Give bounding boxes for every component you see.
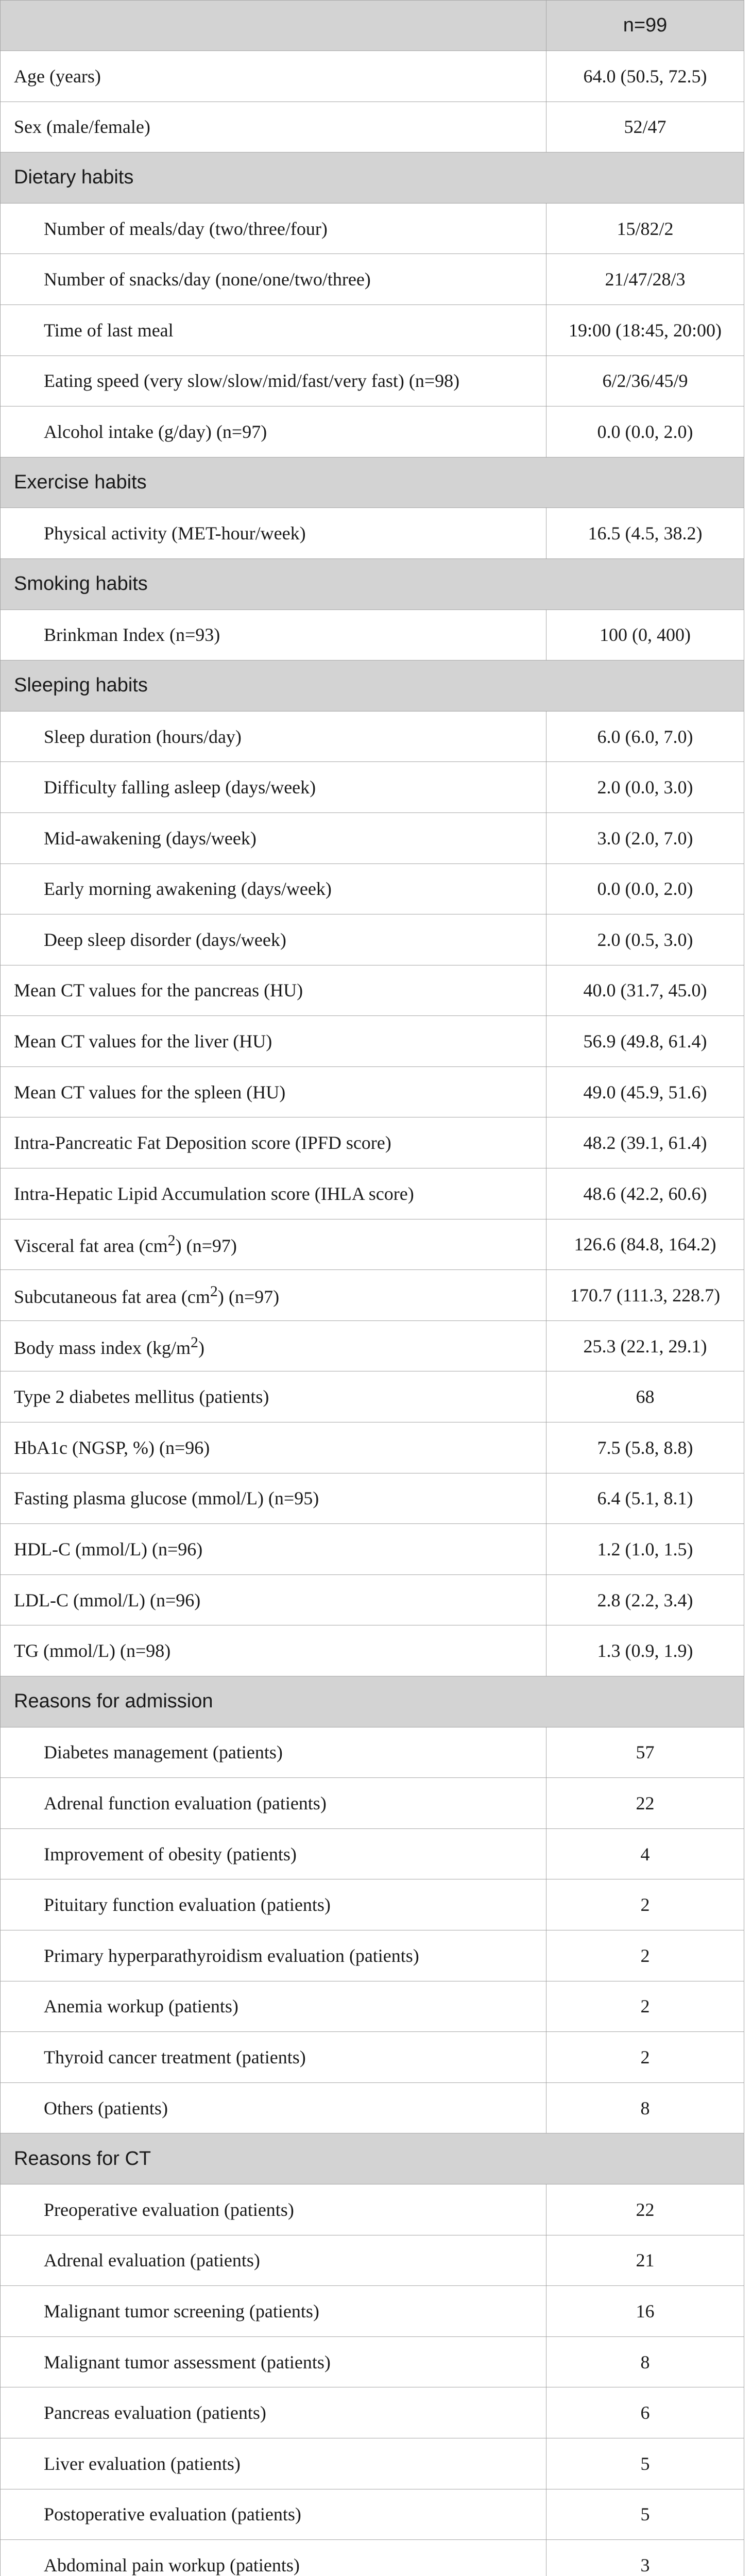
table-row xyxy=(1,355,744,406)
row-value: 5 xyxy=(546,2489,744,2540)
row-label: Alcohol intake (g/day) (n=97) xyxy=(1,406,546,457)
table-row xyxy=(1,2235,744,2286)
row-label: Diabetes management (patients) xyxy=(1,1727,546,1778)
section-header-row xyxy=(1,558,744,609)
row-value: 2.8 (2.2, 3.4) xyxy=(546,1574,744,1625)
table-row xyxy=(1,2082,744,2133)
row-value: 2 xyxy=(546,1981,744,2032)
table-row xyxy=(1,203,744,254)
section-label: Dietary habits xyxy=(1,152,744,204)
row-value: 68 xyxy=(546,1371,744,1422)
row-label-text: Visceral fat area (cm xyxy=(14,1235,168,1257)
row-label: Sleep duration (hours/day) xyxy=(1,711,546,762)
row-label-superscript: 2 xyxy=(210,1283,218,1300)
row-value: 8 xyxy=(546,2336,744,2387)
row-label: Others (patients) xyxy=(1,2082,546,2133)
table-row xyxy=(1,2387,744,2438)
row-label: Primary hyperparathyroidism evaluation (patients) xyxy=(1,1930,546,1981)
row-value: 2.0 (0.5, 3.0) xyxy=(546,914,744,965)
row-label: Mean CT values for the liver (HU) xyxy=(1,1016,546,1067)
row-label: Mid-awakening (days/week) xyxy=(1,812,546,863)
row-value: 22 xyxy=(546,2184,744,2235)
row-value: 100 (0, 400) xyxy=(546,609,744,660)
row-label: HDL-C (mmol/L) (n=96) xyxy=(1,1524,546,1575)
table-row xyxy=(1,2286,744,2337)
row-label-text: Body mass index (kg/m xyxy=(14,1337,191,1358)
row-label: Mean CT values for the spleen (HU) xyxy=(1,1066,546,1117)
row-label: Brinkman Index (n=93) xyxy=(1,609,546,660)
table-row xyxy=(1,1270,744,1321)
row-label: Sex (male/female) xyxy=(1,101,546,152)
row-value: 3 xyxy=(546,2540,744,2576)
table-row xyxy=(1,2540,744,2576)
row-label: Pituitary function evaluation (patients) xyxy=(1,1879,546,1930)
section-label: Exercise habits xyxy=(1,457,744,508)
table-row xyxy=(1,2489,744,2540)
row-label: Adrenal evaluation (patients) xyxy=(1,2235,546,2286)
row-value: 1.3 (0.9, 1.9) xyxy=(546,1625,744,1676)
row-label xyxy=(1,1270,546,1321)
table-row xyxy=(1,1524,744,1575)
row-label xyxy=(1,1219,546,1270)
table-row xyxy=(1,1879,744,1930)
table-row xyxy=(1,1828,744,1879)
section-label: Sleeping habits xyxy=(1,660,744,711)
table-row xyxy=(1,1574,744,1625)
row-label: Number of meals/day (two/three/four) xyxy=(1,203,546,254)
row-value: 170.7 (111.3, 228.7) xyxy=(546,1270,744,1321)
row-label: Abdominal pain workup (patients) xyxy=(1,2540,546,2576)
row-label: Thyroid cancer treatment (patients) xyxy=(1,2032,546,2083)
row-value: 0.0 (0.0, 2.0) xyxy=(546,863,744,914)
table-row xyxy=(1,1117,744,1168)
row-value: 49.0 (45.9, 51.6) xyxy=(546,1066,744,1117)
row-label: Type 2 diabetes mellitus (patients) xyxy=(1,1371,546,1422)
row-value: 8 xyxy=(546,2082,744,2133)
table-row xyxy=(1,711,744,762)
table-row xyxy=(1,406,744,457)
section-label: Reasons for CT xyxy=(1,2133,744,2184)
row-value: 19:00 (18:45, 20:00) xyxy=(546,304,744,355)
row-label: HbA1c (NGSP, %) (n=96) xyxy=(1,1422,546,1473)
row-value: 25.3 (22.1, 29.1) xyxy=(546,1320,744,1371)
table-row xyxy=(1,2438,744,2489)
table-row xyxy=(1,1066,744,1117)
table-row xyxy=(1,1981,744,2032)
section-header-row xyxy=(1,2133,744,2184)
row-value: 15/82/2 xyxy=(546,203,744,254)
row-label: Postoperative evaluation (patients) xyxy=(1,2489,546,2540)
row-label: Age (years) xyxy=(1,51,546,102)
section-header-row xyxy=(1,152,744,204)
table-row xyxy=(1,812,744,863)
row-value: 6.4 (5.1, 8.1) xyxy=(546,1473,744,1524)
table-row xyxy=(1,2032,744,2083)
row-value: 2 xyxy=(546,1879,744,1930)
row-label: Intra-Pancreatic Fat Deposition score (IPFD score) xyxy=(1,1117,546,1168)
table-row xyxy=(1,965,744,1016)
row-label: Pancreas evaluation (patients) xyxy=(1,2387,546,2438)
row-label-text: ) xyxy=(198,1337,204,1358)
row-value: 0.0 (0.0, 2.0) xyxy=(546,406,744,457)
table-row xyxy=(1,1016,744,1067)
row-label: Adrenal function evaluation (patients) xyxy=(1,1778,546,1829)
table-row xyxy=(1,863,744,914)
row-value: 22 xyxy=(546,1778,744,1829)
section-header-row xyxy=(1,660,744,711)
row-label: Deep sleep disorder (days/week) xyxy=(1,914,546,965)
row-value: 21/47/28/3 xyxy=(546,254,744,305)
table-row xyxy=(1,2336,744,2387)
table-row xyxy=(1,304,744,355)
table-row xyxy=(1,254,744,305)
table-row xyxy=(1,609,744,660)
row-label: Difficulty falling asleep (days/week) xyxy=(1,762,546,813)
row-label: Liver evaluation (patients) xyxy=(1,2438,546,2489)
row-value: 56.9 (49.8, 61.4) xyxy=(546,1016,744,1067)
row-label: LDL-C (mmol/L) (n=96) xyxy=(1,1574,546,1625)
row-value: 7.5 (5.8, 8.8) xyxy=(546,1422,744,1473)
table-row xyxy=(1,1168,744,1219)
row-value: 5 xyxy=(546,2438,744,2489)
table-row xyxy=(1,2184,744,2235)
table-row xyxy=(1,1371,744,1422)
table-row xyxy=(1,1219,744,1270)
row-value: 1.2 (1.0, 1.5) xyxy=(546,1524,744,1575)
table-row xyxy=(1,1625,744,1676)
row-label: TG (mmol/L) (n=98) xyxy=(1,1625,546,1676)
table-row xyxy=(1,51,744,102)
header-label-cell xyxy=(1,1,546,51)
section-header-row xyxy=(1,457,744,508)
row-label: Intra-Hepatic Lipid Accumulation score (IHLA score) xyxy=(1,1168,546,1219)
row-value: 16 xyxy=(546,2286,744,2337)
row-value: 40.0 (31.7, 45.0) xyxy=(546,965,744,1016)
row-label: Eating speed (very slow/slow/mid/fast/very fast) (n=98) xyxy=(1,355,546,406)
table-row xyxy=(1,1727,744,1778)
section-label: Reasons for admission xyxy=(1,1676,744,1727)
row-label: Improvement of obesity (patients) xyxy=(1,1828,546,1879)
row-label-superscript: 2 xyxy=(190,1333,198,1351)
table-row xyxy=(1,914,744,965)
row-label: Physical activity (MET-hour/week) xyxy=(1,508,546,559)
row-value: 57 xyxy=(546,1727,744,1778)
row-value: 6 xyxy=(546,2387,744,2438)
table-row xyxy=(1,1473,744,1524)
row-value: 21 xyxy=(546,2235,744,2286)
row-label: Preoperative evaluation (patients) xyxy=(1,2184,546,2235)
row-value: 6.0 (6.0, 7.0) xyxy=(546,711,744,762)
table-row xyxy=(1,1930,744,1981)
row-label-text: Subcutaneous fat area (cm xyxy=(14,1286,210,1308)
row-value: 6/2/36/45/9 xyxy=(546,355,744,406)
table-row xyxy=(1,1320,744,1371)
row-label-superscript: 2 xyxy=(167,1232,176,1249)
table-row xyxy=(1,1778,744,1829)
row-label: Malignant tumor assessment (patients) xyxy=(1,2336,546,2387)
row-value: 2.0 (0.0, 3.0) xyxy=(546,762,744,813)
row-label: Time of last meal xyxy=(1,304,546,355)
row-label-text: ) (n=97) xyxy=(175,1235,237,1257)
table-header-row xyxy=(1,1,744,51)
table-row xyxy=(1,101,744,152)
table-row xyxy=(1,762,744,813)
table-row xyxy=(1,1422,744,1473)
row-value: 52/47 xyxy=(546,101,744,152)
table-row xyxy=(1,508,744,559)
row-label: Anemia workup (patients) xyxy=(1,1981,546,2032)
row-label: Malignant tumor screening (patients) xyxy=(1,2286,546,2337)
row-value: 16.5 (4.5, 38.2) xyxy=(546,508,744,559)
row-value: 2 xyxy=(546,1930,744,1981)
row-value: 64.0 (50.5, 72.5) xyxy=(546,51,744,102)
row-value: 3.0 (2.0, 7.0) xyxy=(546,812,744,863)
row-label xyxy=(1,1320,546,1371)
row-label-text: ) (n=97) xyxy=(217,1286,280,1308)
row-value: 4 xyxy=(546,1828,744,1879)
row-value: 48.2 (39.1, 61.4) xyxy=(546,1117,744,1168)
row-value: 126.6 (84.8, 164.2) xyxy=(546,1219,744,1270)
row-value: 2 xyxy=(546,2032,744,2083)
section-label: Smoking habits xyxy=(1,558,744,609)
row-label: Mean CT values for the pancreas (HU) xyxy=(1,965,546,1016)
section-header-row xyxy=(1,1676,744,1727)
header-n-cell: n=99 xyxy=(546,1,744,51)
row-value: 48.6 (42.2, 60.6) xyxy=(546,1168,744,1219)
row-label: Fasting plasma glucose (mmol/L) (n=95) xyxy=(1,1473,546,1524)
row-label: Early morning awakening (days/week) xyxy=(1,863,546,914)
row-label: Number of snacks/day (none/one/two/three) xyxy=(1,254,546,305)
